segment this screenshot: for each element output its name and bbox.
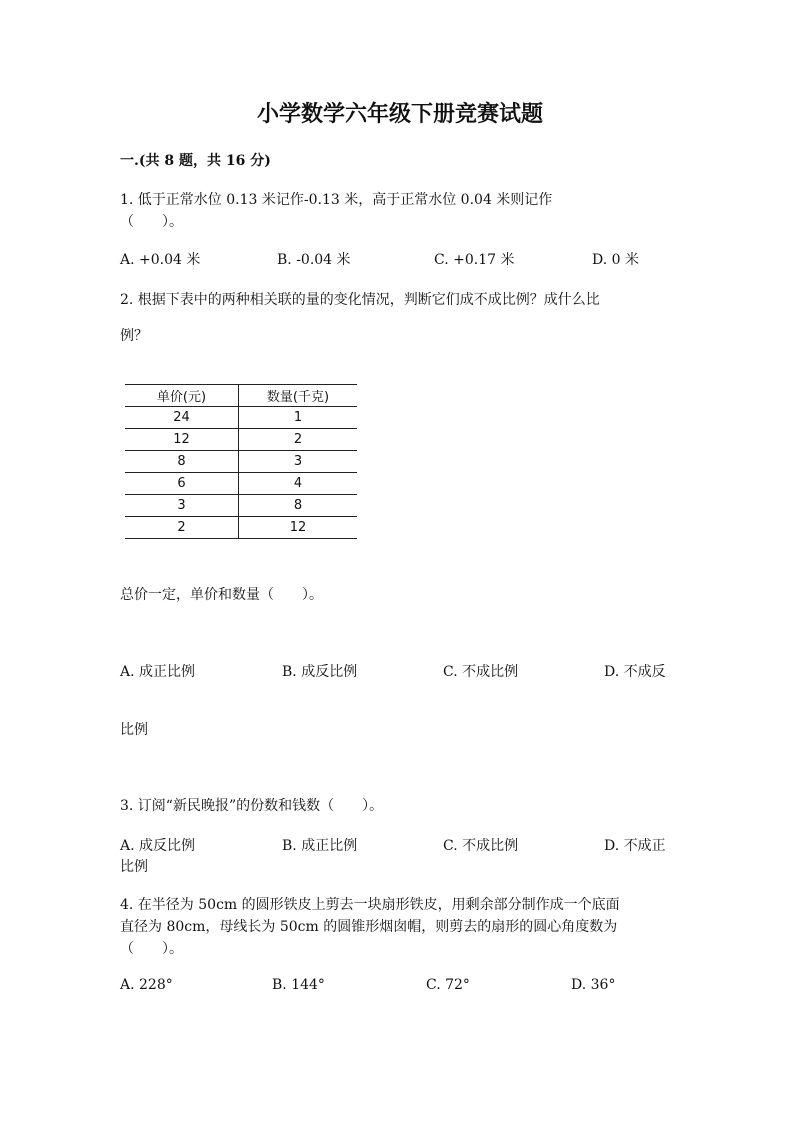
page-title: 小学数学六年级下册竞赛试题 (256, 101, 543, 127)
question-2-option-b: B. 成反比例 (282, 664, 358, 680)
price-quantity-table (125, 384, 357, 539)
table-cell: 2 (239, 429, 358, 451)
section-heading: 一.(共 8 题，共 16 分) (120, 153, 271, 169)
question-4-text-cont: 直径为 80cm，母线长为 50cm 的圆锥形烟囱帽，则剪去的扇形的圆心角度数为 (120, 919, 618, 935)
question-4-option-b: B. 144° (272, 977, 325, 993)
table-cell: 12 (125, 429, 239, 451)
table-header-quantity: 数量(千克) (239, 385, 358, 407)
question-2-option-d-wrap: 比例 (120, 722, 148, 738)
question-2-option-d: D. 不成反 (604, 664, 666, 680)
question-3-option-d: D. 不成正 (604, 838, 666, 854)
table-row (125, 495, 357, 517)
table-cell: 6 (125, 473, 239, 495)
table-header-row (125, 385, 357, 407)
question-1-text: 1. 低于正常水位 0.13 米记作-0.13 米，高于正常水位 0.04 米则记作 (120, 192, 553, 208)
table-cell: 3 (125, 495, 239, 517)
table-cell: 2 (125, 517, 239, 539)
question-3-option-d-wrap: 比例 (120, 859, 148, 875)
question-4-option-a: A. 228° (120, 977, 173, 993)
table-cell: 24 (125, 407, 239, 429)
table-cell: 12 (239, 517, 358, 539)
question-2-stem: 总价一定，单价和数量（ ）。 (120, 587, 323, 603)
question-1-option-b: B. -0.04 米 (277, 252, 351, 268)
question-2-option-a: A. 成正比例 (120, 664, 196, 680)
question-3-text: 3. 订阅“新民晚报”的份数和钱数（ ）。 (120, 798, 384, 814)
table-cell: 8 (239, 495, 358, 517)
question-2-text-cont: 例？ (120, 328, 148, 344)
question-4-option-d: D. 36° (571, 977, 616, 993)
question-3-option-b: B. 成正比例 (282, 838, 358, 854)
question-1-text-cont: （ ）。 (120, 214, 183, 230)
question-1-option-a: A. +0.04 米 (120, 252, 201, 268)
question-2-text: 2. 根据下表中的两种相关联的量的变化情况，判断它们成不成比例？成什么比 (120, 292, 600, 308)
table-cell: 1 (239, 407, 358, 429)
question-4-option-c: C. 72° (426, 977, 470, 993)
question-1-option-d: D. 0 米 (592, 252, 639, 268)
question-1-option-c: C. +0.17 米 (434, 252, 515, 268)
table-row (125, 473, 357, 495)
table-header-unit-price: 单价(元) (125, 385, 239, 407)
question-4-text-cont-2: （ ）。 (120, 941, 183, 957)
question-3-option-a: A. 成反比例 (120, 838, 196, 854)
table-row (125, 451, 357, 473)
question-4-text: 4. 在半径为 50cm 的圆形铁皮上剪去一块扇形铁皮，用剩余部分制作成一个底面 (120, 897, 620, 913)
table-row (125, 429, 357, 451)
table-cell: 3 (239, 451, 358, 473)
table-cell: 8 (125, 451, 239, 473)
table-row (125, 407, 357, 429)
table-row (125, 517, 357, 539)
question-3-option-c: C. 不成比例 (443, 838, 519, 854)
question-2-option-c: C. 不成比例 (443, 664, 519, 680)
table-cell: 4 (239, 473, 358, 495)
